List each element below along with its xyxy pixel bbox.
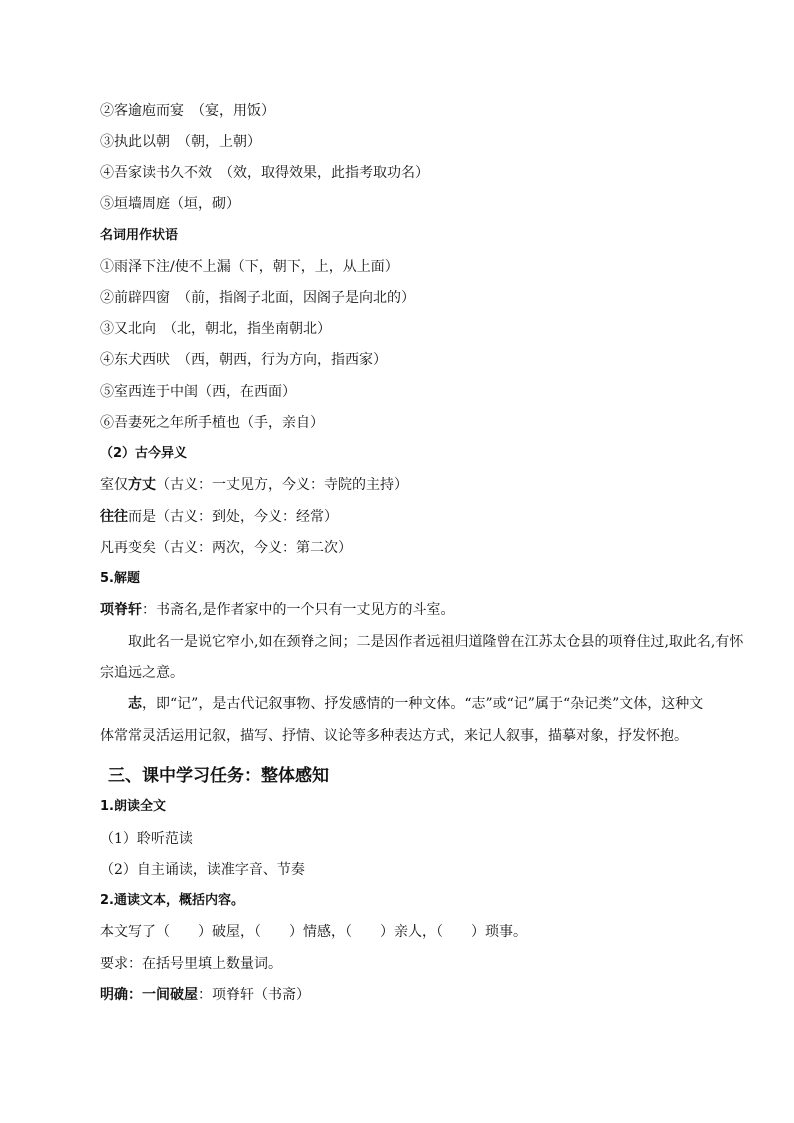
text-line: （1）聆听范读 — [100, 831, 193, 847]
keyword: 方丈 — [128, 477, 156, 493]
text-span: 室仅 — [100, 477, 128, 493]
keyword: 志 — [128, 696, 142, 712]
text-line: ②客逾庖而宴 （宴，用饭） — [100, 103, 275, 119]
subheading: 1.朗读全文 — [100, 799, 166, 814]
text-span: ：项脊轩（书斋） — [198, 987, 310, 1003]
text-line: ④东犬西吠 （西，朝西，行为方向，指西家） — [100, 352, 387, 368]
paragraph-line: 体常常灵活运用记叙，描写、抒情、议论等多种表达方式，来记人叙事，描摹对象，抒发怀抱。 — [100, 728, 688, 744]
subheading: （2）古今异义 — [100, 446, 188, 461]
text-line: ⑤室西连于中闺（西，在西面） — [100, 384, 296, 400]
text-line: ④吾家读书久不效 （效，取得效果，此指考取功名） — [100, 165, 429, 181]
text-line: ②前辟四窗 （前，指阁子北面，因阁子是向北的） — [100, 290, 415, 306]
paragraph-line: 取此名一是说它窄小,如在颈脊之间；二是因作者远祖归道隆曾在江苏太仓县的项脊住过,取此名,有怀 — [128, 634, 744, 650]
text-line — [100, 600, 454, 620]
text-line: ③又北向 （北，朝北，指坐南朝北） — [100, 321, 331, 337]
keyword: 往往 — [100, 509, 128, 525]
subheading: 5.解题 — [100, 571, 140, 586]
text-line: ③执此以朝 （朝，上朝） — [100, 134, 261, 150]
paragraph-line: 宗追远之意。 — [100, 665, 184, 681]
text-line — [100, 985, 310, 1005]
keyword: 明确：一间破屋 — [100, 987, 198, 1003]
text-line: ⑥吾妻死之年所手植也（手，亲自） — [100, 415, 324, 431]
subheading: 2.通读文本，概括内容。 — [100, 893, 244, 908]
text-line: ①雨泽下注/使不上漏（下，朝下，上，从上面） — [100, 259, 399, 275]
text-line — [100, 475, 408, 495]
text-span: 而是（古义：到处，今义：经常） — [128, 509, 338, 525]
text-line — [100, 507, 338, 527]
paragraph-line — [128, 694, 703, 714]
subheading: 名词用作状语 — [100, 228, 179, 243]
text-span: ：书斋名,是作者家中的一个只有一丈见方的斗室。 — [142, 602, 455, 618]
text-line: ⑤垣墙周庭（垣，砌） — [100, 196, 240, 212]
text-line: （2）自主诵读，读准字音、节奏 — [100, 862, 305, 878]
text-line: 凡再变矣（古义：两次，今义：第二次） — [100, 540, 352, 556]
text-line: 本文写了（ ）破屋，（ ）情感，（ ）亲人，（ ）琐事。 — [100, 924, 527, 940]
text-span: ，即“记”，是古代记叙事物、抒发感情的一种文体。“志”或“记”属于“杂记类”文体，这种文 — [142, 696, 704, 712]
text-span: （古义：一丈见方，今义：寺院的主持） — [156, 477, 408, 493]
section-heading: 三、课中学习任务：整体感知 — [108, 766, 329, 786]
text-line: 要求：在括号里填上数量词。 — [100, 956, 282, 972]
keyword: 项脊轩 — [100, 602, 142, 618]
